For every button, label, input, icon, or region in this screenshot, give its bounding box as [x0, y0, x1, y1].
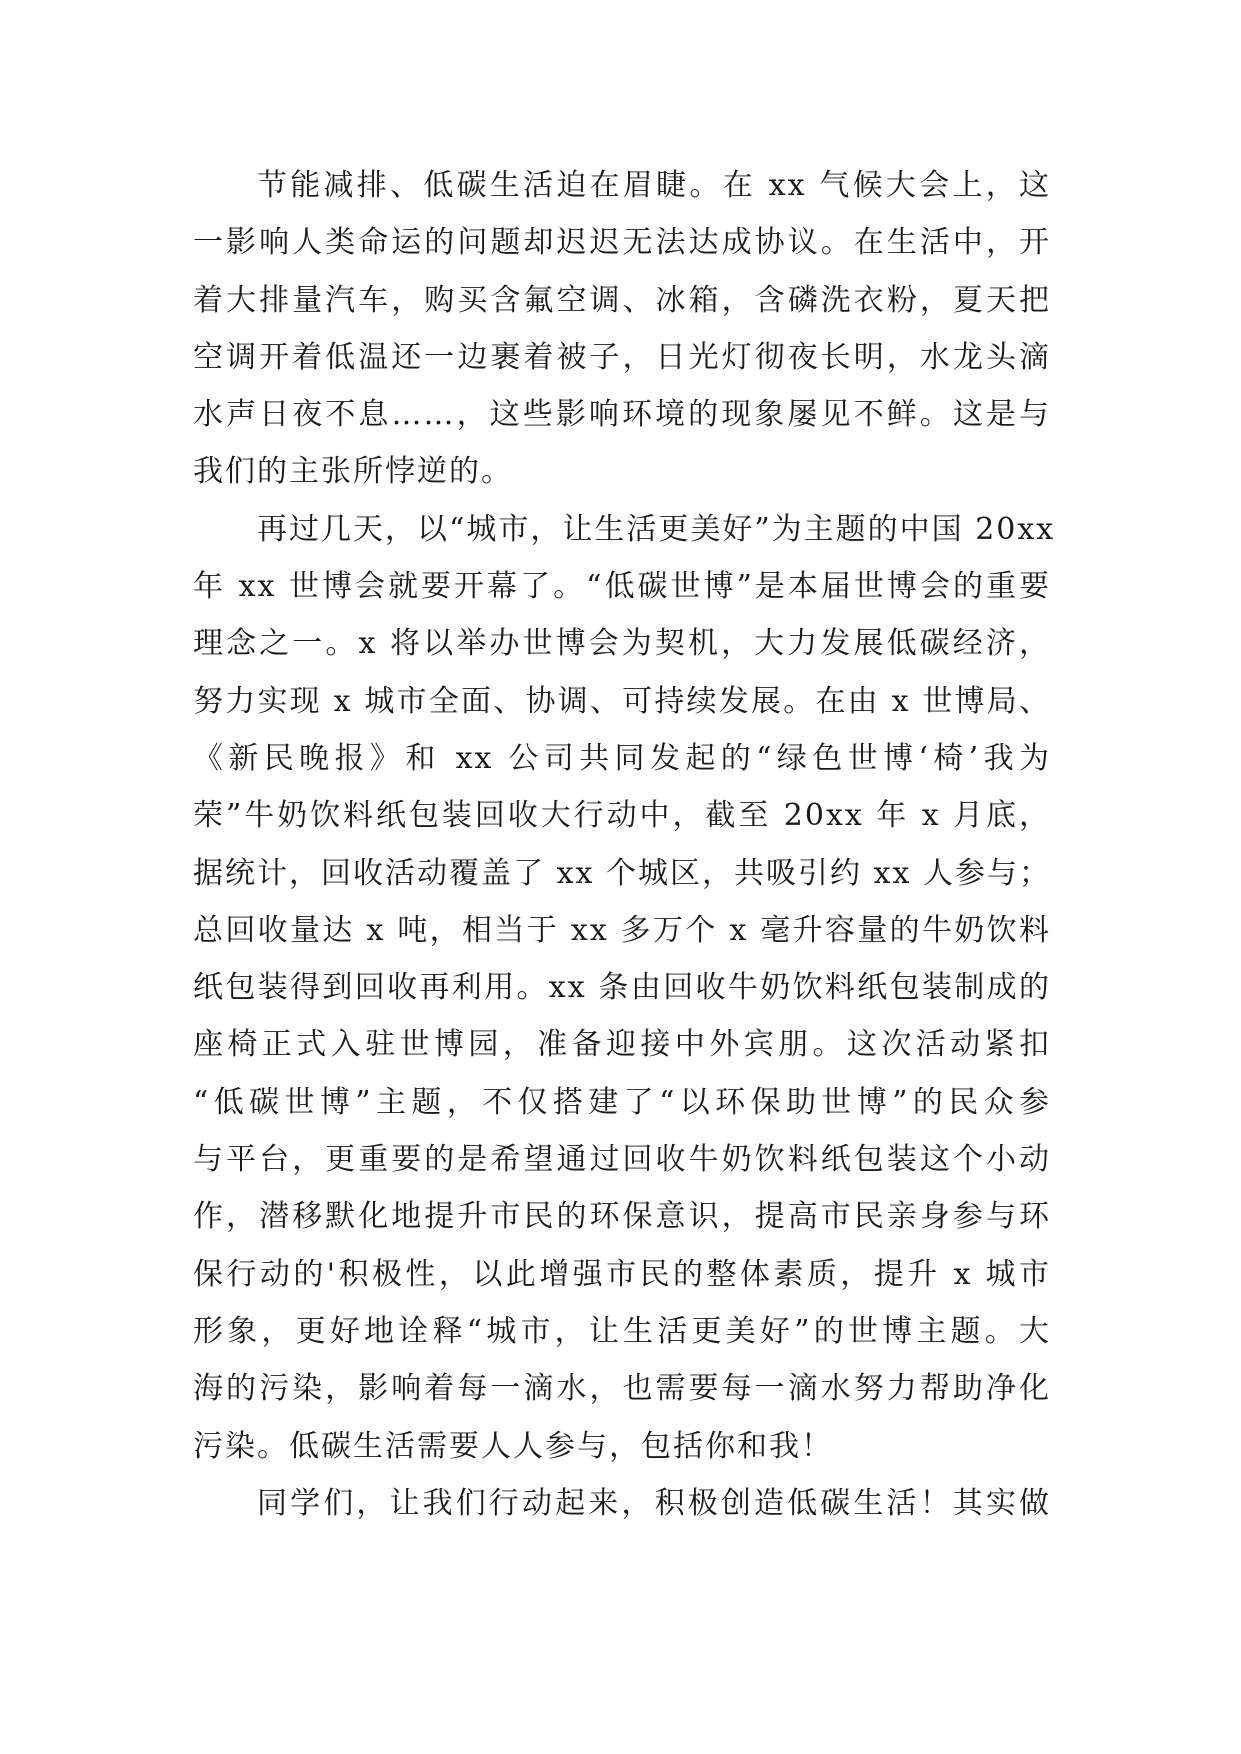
paragraph-2-line-15: 形象，更好地诠释“城市，让生活更美好”的世博主题。大 — [193, 1313, 1051, 1349]
paragraph-2-line-13: 作，潜移默化地提升市民的环保意识，提高市民亲身参与环 — [193, 1199, 1051, 1235]
paragraph-2-line-9: 纸包装得到回收再利用。xx 条由回收牛奶饮料纸包装制成的 — [193, 970, 1051, 1006]
paragraph-1-line-3: 着大排量汽车，购买含氟空调、冰箱，含磷洗衣粉，夏天把 — [193, 282, 1051, 318]
paragraph-2-line-11: “低碳世博”主题，不仅搭建了“以环保助世博”的民众参 — [193, 1084, 1051, 1120]
paragraph-2-line-2: 年 xx 世博会就要开幕了。“低碳世博”是本届世博会的重要 — [193, 569, 1051, 605]
paragraph-1-line-1: 节能减排、低碳生活迫在眉睫。在 xx 气候大会上，这 — [257, 168, 1051, 203]
paragraph-1-line-2: 一影响人类命运的问题却迟迟无法达成协议。在生活中，开 — [193, 225, 1051, 261]
paragraph-2-line-6: 荣”牛奶饮料纸包装回收大行动中，截至 20xx 年 x 月底， — [193, 798, 1051, 834]
paragraph-2-line-12: 与平台，更重要的是希望通过回收牛奶饮料纸包装这个小动 — [193, 1142, 1051, 1178]
paragraph-2-line-16: 海的污染，影响着每一滴水，也需要每一滴水努力帮助净化 — [193, 1371, 1051, 1407]
paragraph-1-line-5: 水声日夜不息……，这些影响环境的现象屡见不鲜。这是与 — [193, 397, 1051, 433]
paragraph-2-line-7: 据统计，回收活动覆盖了 xx 个城区，共吸引约 xx 人参与； — [193, 855, 1051, 891]
paragraph-1-line-4: 空调开着低温还一边裹着被子，日光灯彻夜长明，水龙头滴 — [193, 339, 1051, 375]
body-text — [193, 157, 1056, 1532]
paragraph-2-line-3: 理念之一。x 将以举办世博会为契机，大力发展低碳经济， — [193, 626, 1051, 662]
paragraph-2-line-14: 保行动的'积极性，以此增强市民的整体素质，提升 x 城市 — [193, 1256, 1051, 1292]
paragraph-2-line-4: 努力实现 x 城市全面、协调、可持续发展。在由 x 世博局、 — [193, 683, 1051, 719]
paragraph-2-line-10: 座椅正式入驻世博园，准备迎接中外宾朋。这次活动紧扣 — [193, 1027, 1051, 1063]
paragraph-2-line-8: 总回收量达 x 吨，相当于 xx 多万个 x 毫升容量的牛奶饮料 — [193, 912, 1051, 948]
paragraph-1-line-6: 我们的主张所悖逆的。 — [193, 454, 513, 490]
paragraph-3-line-1: 同学们，让我们行动起来，积极创造低碳生活！其实做 — [257, 1485, 1051, 1521]
paragraph-2-line-17: 污染。低碳生活需要人人参与，包括你和我！ — [193, 1428, 833, 1464]
paragraph-2-line-5: 《新民晚报》和 xx 公司共同发起的“绿色世博‘椅’我为 — [193, 740, 1051, 776]
paragraph-2-line-1: 再过几天，以“城市，让生活更美好”为主题的中国 20xx — [257, 511, 1056, 547]
